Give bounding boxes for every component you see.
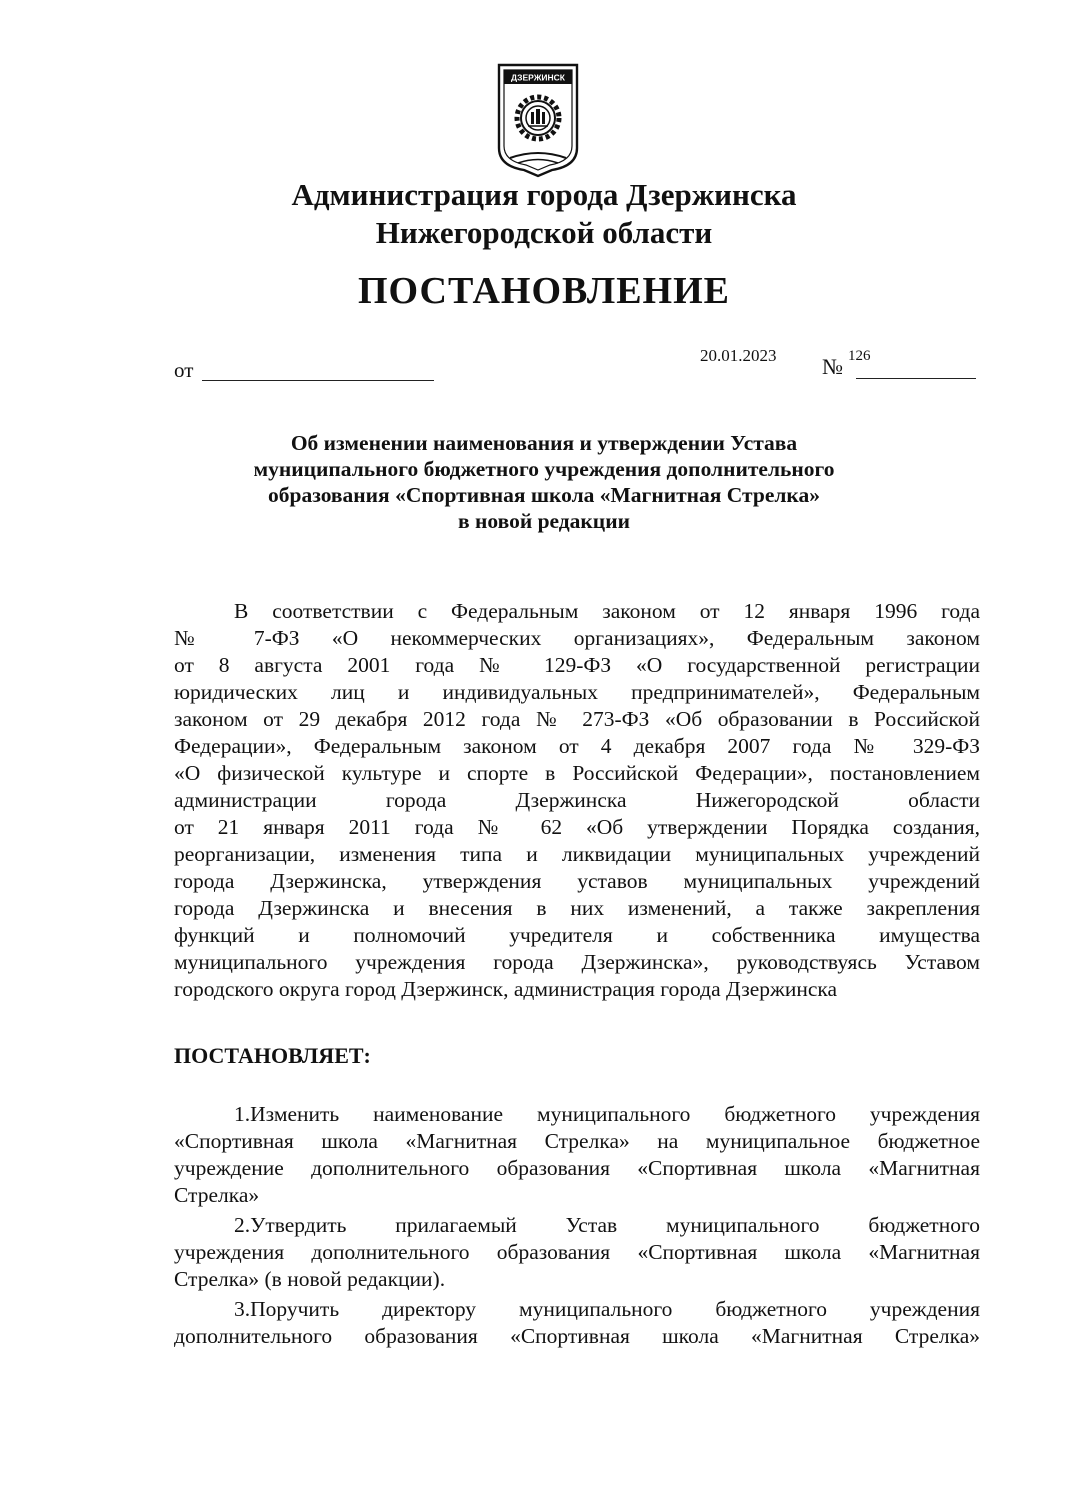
preamble-line: от 8 августа 2001 года № 129-ФЗ «О государственной регистрации <box>174 653 980 677</box>
preamble-line: «О физической культуре и спорте в Российской Федерации», постановлением <box>174 761 980 785</box>
document-date: 20.01.2023 <box>700 346 777 365</box>
preamble-line: Федерации», Федеральным законом от 4 декабря 2007 года № 329-ФЗ <box>174 734 980 758</box>
document-number: 126 <box>848 348 871 364</box>
preamble-line: города Дзержинска и внесения в них изменений, а также закрепления <box>174 896 980 920</box>
item-1-line: учреждение дополнительного образования «Спортивная школа «Магнитная <box>174 1156 980 1180</box>
item-3-line: 3.Поручить директору муниципального бюджетного учреждения <box>234 1297 980 1321</box>
item-3-line: дополнительного образования «Спортивная школа «Магнитная Стрелка» <box>174 1324 980 1348</box>
preamble-line: городского округа город Дзержинск, администрация города Дзержинска <box>174 977 838 1001</box>
number-label: № <box>822 354 843 379</box>
item-1-line: «Спортивная школа «Магнитная Стрелка» на муниципальное бюджетное <box>174 1129 980 1153</box>
org-name-line-1: Администрация города Дзержинска <box>291 177 797 212</box>
preamble-line: В соответствии с Федеральным законом от 12 января 1996 года <box>234 599 980 623</box>
city-emblem <box>496 62 580 180</box>
preamble-line: от 21 января 2011 года № 62 «Об утверждении Порядка создания, <box>174 815 980 839</box>
document-type-title: ПОСТАНОВЛЕНИЕ <box>357 270 731 312</box>
date-from-label: от <box>174 358 194 382</box>
item-2-line: Стрелка» (в новой редакции). <box>174 1267 446 1291</box>
item-2-line: учреждения дополнительного образования «Спортивная школа «Магнитная <box>174 1240 980 1264</box>
number-blank-line <box>856 378 976 379</box>
subject-line: образования «Спортивная школа «Магнитная Стрелка» <box>267 483 820 507</box>
decree-heading: ПОСТАНОВЛЯЕТ: <box>174 1043 371 1068</box>
preamble-line: функций и полномочий учредителя и собственника имущества <box>174 923 980 947</box>
item-1-line: Стрелка» <box>174 1183 260 1207</box>
date-blank-line <box>202 380 434 381</box>
item-1-line: 1.Изменить наименование муниципального бюджетного учреждения <box>234 1102 980 1126</box>
emblem-banner-text: ДЗЕРЖИНСК <box>511 72 565 83</box>
org-name-line-2: Нижегородской области <box>375 215 713 250</box>
preamble-line: юридических лиц и индивидуальных предпринимателей», Федеральным <box>174 680 980 704</box>
preamble-line: реорганизации, изменения типа и ликвидации муниципальных учреждений <box>174 842 980 866</box>
preamble-line: администрации города Дзержинска Нижегородской области <box>174 788 980 812</box>
subject-line: муниципального бюджетного учреждения дополнительного <box>253 457 835 481</box>
preamble-line: муниципального учреждения города Дзержинска», руководствуясь Уставом <box>174 950 980 974</box>
subject-line: в новой редакции <box>458 509 630 533</box>
subject-line: Об изменении наименования и утверждении Устава <box>290 431 798 455</box>
item-2-line: 2.Утвердить прилагаемый Устав муниципального бюджетного <box>234 1213 980 1237</box>
preamble-line: № 7-ФЗ «О некоммерческих организациях», Федеральным законом <box>174 626 980 650</box>
preamble-line: города Дзержинска, утверждения уставов муниципальных учреждений <box>174 869 980 893</box>
preamble-line: законом от 29 декабря 2012 года № 273-ФЗ «Об образовании в Российской <box>174 707 980 731</box>
